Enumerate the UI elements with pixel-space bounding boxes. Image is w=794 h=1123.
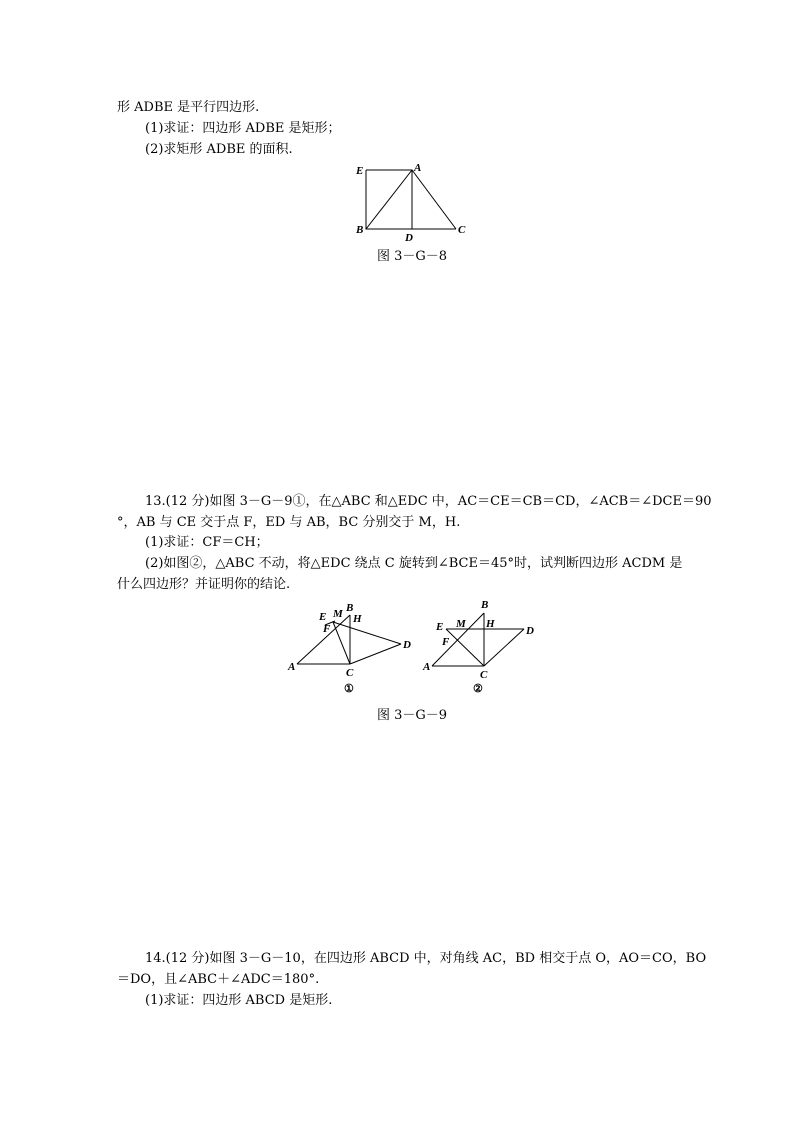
fig2-label-D: D: [526, 625, 534, 637]
label-A: A: [414, 162, 422, 174]
fig2-label-F: F: [442, 636, 450, 648]
label-C: C: [458, 224, 466, 236]
fig2-label-E: E: [436, 621, 444, 633]
problem13-question-2b: 什么四边形？并证明你的结论.: [117, 577, 291, 592]
figure-caption-3-g-9: 图 3－G－9: [377, 708, 448, 723]
fig1-label-E: E: [319, 611, 327, 623]
label-E: E: [356, 165, 364, 177]
figure-3-g-8: [350, 158, 475, 243]
fig2-label-M: M: [456, 618, 466, 630]
problem13-question-1: (1)求证：CF＝CH；: [145, 535, 269, 550]
fig2-mark: ②: [473, 683, 483, 695]
problem12-text-line: 形 ADBE 是平行四边形.: [117, 100, 260, 115]
fig2-label-H: H: [486, 618, 495, 630]
fig1-label-D: D: [403, 639, 411, 651]
problem14-question-1: (1)求证：四边形 ABCD 是矩形.: [145, 993, 333, 1008]
problem13-line-2: °，AB 与 CE 交于点 F，ED 与 AB，BC 分别交于 M，H.: [117, 515, 461, 530]
fig1-label-C: C: [346, 667, 354, 679]
fig1-label-B: B: [346, 602, 354, 614]
fig1-label-F: F: [323, 623, 331, 635]
problem13-question-2a: (2)如图②，△ABC 不动，将△EDC 绕点 C 旋转到∠BCE＝45°时，试判断四边形 ACDM 是: [145, 556, 683, 571]
label-D: D: [405, 232, 413, 243]
label-B: B: [356, 224, 364, 236]
fig1-mark: ①: [344, 683, 354, 695]
problem12-question-1: (1)求证：四边形 ADBE 是矩形；: [145, 121, 341, 136]
figure-caption-3-g-8: 图 3－G－8: [377, 249, 448, 264]
fig2-label-A: A: [423, 661, 431, 673]
fig1-label-H: H: [353, 613, 362, 625]
fig1-label-A: A: [288, 661, 296, 673]
problem14-line-1: 14.(12 分)如图 3－G－10，在四边形 ABCD 中，对角线 AC，BD 相交于点 O，AO＝CO，BO: [145, 951, 707, 966]
problem14-line-2: ＝DO，且∠ABC＋∠ADC＝180°.: [117, 972, 320, 987]
fig1-label-M: M: [333, 608, 343, 620]
figure-3-g-9-1: [283, 598, 418, 698]
fig2-label-B: B: [481, 599, 489, 611]
figure-3-g-9-2: [420, 596, 545, 698]
problem13-line-1: 13.(12 分)如图 3－G－9①，在△ABC 和△EDC 中，AC＝CE＝CB＝CD，∠ACB＝∠DCE＝90: [145, 494, 712, 509]
fig2-label-C: C: [480, 669, 488, 681]
problem12-question-2: (2)求矩形 ADBE 的面积.: [145, 142, 293, 157]
